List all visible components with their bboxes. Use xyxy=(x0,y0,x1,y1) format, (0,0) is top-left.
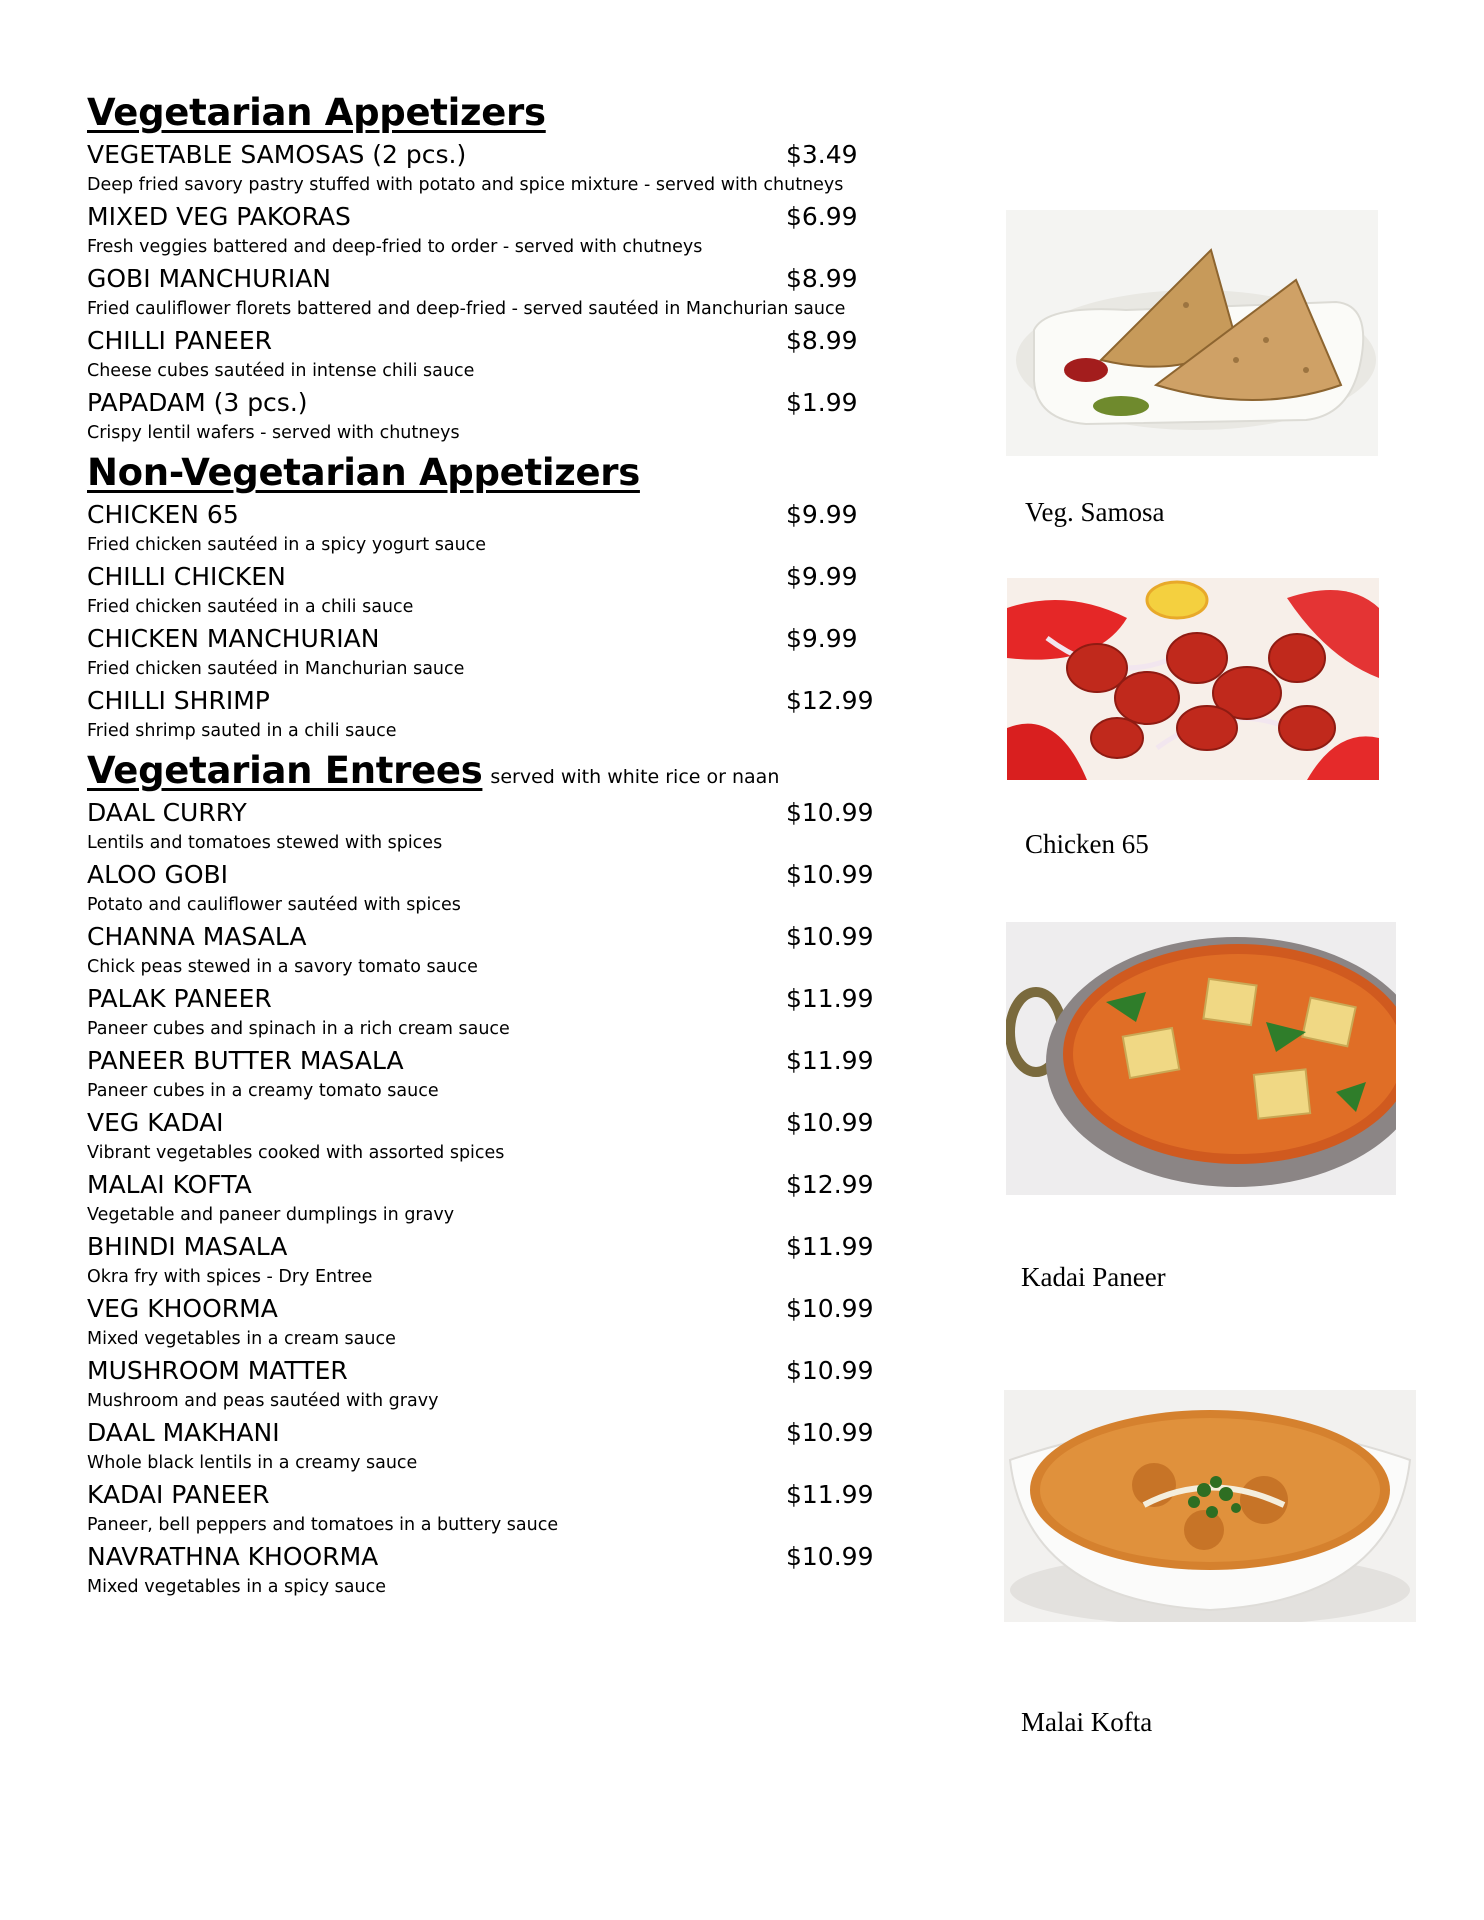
menu-item xyxy=(87,796,874,858)
menu-item-price: $3.49 xyxy=(786,140,858,169)
menu-item-name: PALAK PANEER xyxy=(87,984,272,1013)
menu-item-price: $9.99 xyxy=(786,624,858,653)
kadai-paneer-photo xyxy=(1006,922,1396,1195)
menu-item xyxy=(87,1106,874,1168)
menu-item-name: VEG KHOORMA xyxy=(87,1294,278,1323)
malai-kofta-caption: Malai Kofta xyxy=(1021,1707,1153,1737)
menu-item-name: GOBI MANCHURIAN xyxy=(87,264,331,293)
menu-item-name: PAPADAM (3 pcs.) xyxy=(87,388,308,417)
menu-item-description: Fried chicken sautéed in a spicy yogurt sauce xyxy=(87,535,487,555)
menu-item-description: Paneer cubes in a creamy tomato sauce xyxy=(87,1081,439,1101)
menu-item-description: Fried chicken sautéed in a chili sauce xyxy=(87,597,414,617)
menu-item-description: Vegetable and paneer dumplings in gravy xyxy=(87,1205,455,1225)
menu-item-name: DAAL CURRY xyxy=(87,798,247,827)
menu-item-description: Crispy lentil wafers - served with chutneys xyxy=(87,423,460,443)
menu-item-price: $11.99 xyxy=(786,1046,874,1075)
menu-item-price: $11.99 xyxy=(786,984,874,1013)
menu-item xyxy=(87,684,874,746)
menu-item-price: $10.99 xyxy=(786,798,874,827)
menu-item-description: Fried shrimp sauted in a chili sauce xyxy=(87,721,397,741)
menu-item xyxy=(87,1354,874,1416)
menu-item-description: Potato and cauliflower sautéed with spices xyxy=(87,895,461,915)
menu-item-price: $11.99 xyxy=(786,1232,874,1261)
menu-item-name: BHINDI MASALA xyxy=(87,1232,288,1261)
menu-item-name: CHICKEN 65 xyxy=(87,500,239,529)
menu-item-description: Fried chicken sautéed in Manchurian sauce xyxy=(87,659,465,679)
chicken-65-caption: Chicken 65 xyxy=(1025,829,1149,859)
menu-item-name: VEG KADAI xyxy=(87,1108,224,1137)
menu-item-name: CHANNA MASALA xyxy=(87,922,307,951)
menu-item xyxy=(87,324,867,386)
section-title: Vegetarian Entrees xyxy=(87,749,483,792)
menu-item xyxy=(87,386,867,448)
menu-list xyxy=(87,88,874,1602)
menu-item-name: MUSHROOM MATTER xyxy=(87,1356,348,1385)
menu-item-description: Fried cauliflower florets battered and deep-fried - served sautéed in Manchurian sauce xyxy=(87,299,846,319)
veg-samosa-caption: Veg. Samosa xyxy=(1025,497,1165,527)
menu-item-price: $8.99 xyxy=(786,264,858,293)
section-header xyxy=(87,746,867,796)
menu-item xyxy=(87,1292,874,1354)
menu-item xyxy=(87,920,874,982)
menu-item xyxy=(87,262,867,324)
menu-item-name: CHILLI SHRIMP xyxy=(87,686,270,715)
menu-item-price: $9.99 xyxy=(786,500,858,529)
menu-item-name: NAVRATHNA KHOORMA xyxy=(87,1542,379,1571)
menu-item-name: VEGETABLE SAMOSAS (2 pcs.) xyxy=(87,140,467,169)
menu-item-name: CHICKEN MANCHURIAN xyxy=(87,624,380,653)
menu-item xyxy=(87,560,867,622)
menu-item-description: Paneer, bell peppers and tomatoes in a buttery sauce xyxy=(87,1515,559,1535)
menu-item-name: KADAI PANEER xyxy=(87,1480,270,1509)
menu-item-price: $10.99 xyxy=(786,1294,874,1323)
menu-item xyxy=(87,858,874,920)
menu-item-description: Cheese cubes sautéed in intense chili sauce xyxy=(87,361,475,381)
menu-item-description: Whole black lentils in a creamy sauce xyxy=(87,1453,418,1473)
menu-item xyxy=(87,1540,874,1602)
menu-item-price: $12.99 xyxy=(786,1170,874,1199)
menu-item-description: Vibrant vegetables cooked with assorted spices xyxy=(87,1143,505,1163)
menu-item xyxy=(87,1416,874,1478)
menu-item xyxy=(87,1044,874,1106)
menu-item-name: ALOO GOBI xyxy=(87,860,229,889)
menu-item xyxy=(87,622,867,684)
section-title: Non-Vegetarian Appetizers xyxy=(87,451,640,494)
menu-item-name: MALAI KOFTA xyxy=(87,1170,252,1199)
menu-item-name: CHILLI CHICKEN xyxy=(87,562,286,591)
menu-item-description: Okra fry with spices - Dry Entree xyxy=(87,1267,373,1287)
menu-item-name: PANEER BUTTER MASALA xyxy=(87,1046,404,1075)
menu-item xyxy=(87,982,874,1044)
kadai-paneer-caption: Kadai Paneer xyxy=(1021,1262,1166,1292)
veg-samosa-photo xyxy=(1006,210,1378,456)
menu-item xyxy=(87,138,867,200)
menu-item xyxy=(87,1168,874,1230)
menu-item-description: Mixed vegetables in a cream sauce xyxy=(87,1329,396,1349)
menu-item-price: $10.99 xyxy=(786,1418,874,1447)
menu-item-price: $10.99 xyxy=(786,1542,874,1571)
menu-item-price: $11.99 xyxy=(786,1480,874,1509)
menu-item-description: Mushroom and peas sautéed with gravy xyxy=(87,1391,439,1411)
menu-item-description: Fresh veggies battered and deep-fried to order - served with chutneys xyxy=(87,237,703,257)
section-header xyxy=(87,448,867,498)
menu-item xyxy=(87,498,867,560)
menu-item-price: $10.99 xyxy=(786,1108,874,1137)
menu-item-description: Paneer cubes and spinach in a rich cream sauce xyxy=(87,1019,510,1039)
menu-item xyxy=(87,1230,874,1292)
menu-item-price: $12.99 xyxy=(786,686,874,715)
chicken-65-photo xyxy=(1007,578,1379,780)
menu-item xyxy=(87,1478,874,1540)
menu-item-price: $6.99 xyxy=(786,202,858,231)
menu-item-description: Deep fried savory pastry stuffed with potato and spice mixture - served with chutneys xyxy=(87,175,844,195)
menu-item-price: $1.99 xyxy=(786,388,858,417)
menu-item-price: $10.99 xyxy=(786,860,874,889)
menu-item-description: Mixed vegetables in a spicy sauce xyxy=(87,1577,386,1597)
menu-item-price: $9.99 xyxy=(786,562,858,591)
menu-item xyxy=(87,200,867,262)
menu-item-price: $8.99 xyxy=(786,326,858,355)
menu-item-name: MIXED VEG PAKORAS xyxy=(87,202,351,231)
malai-kofta-photo xyxy=(1004,1390,1416,1622)
section-header xyxy=(87,88,867,138)
menu-item-price: $10.99 xyxy=(786,1356,874,1385)
section-note: served with white rice or naan xyxy=(490,766,780,788)
menu-item-price: $10.99 xyxy=(786,922,874,951)
section-title: Vegetarian Appetizers xyxy=(87,91,546,134)
menu-item-name: CHILLI PANEER xyxy=(87,326,273,355)
menu-item-description: Lentils and tomatoes stewed with spices xyxy=(87,833,443,853)
menu-item-name: DAAL MAKHANI xyxy=(87,1418,280,1447)
menu-item-description: Chick peas stewed in a savory tomato sauce xyxy=(87,957,478,977)
